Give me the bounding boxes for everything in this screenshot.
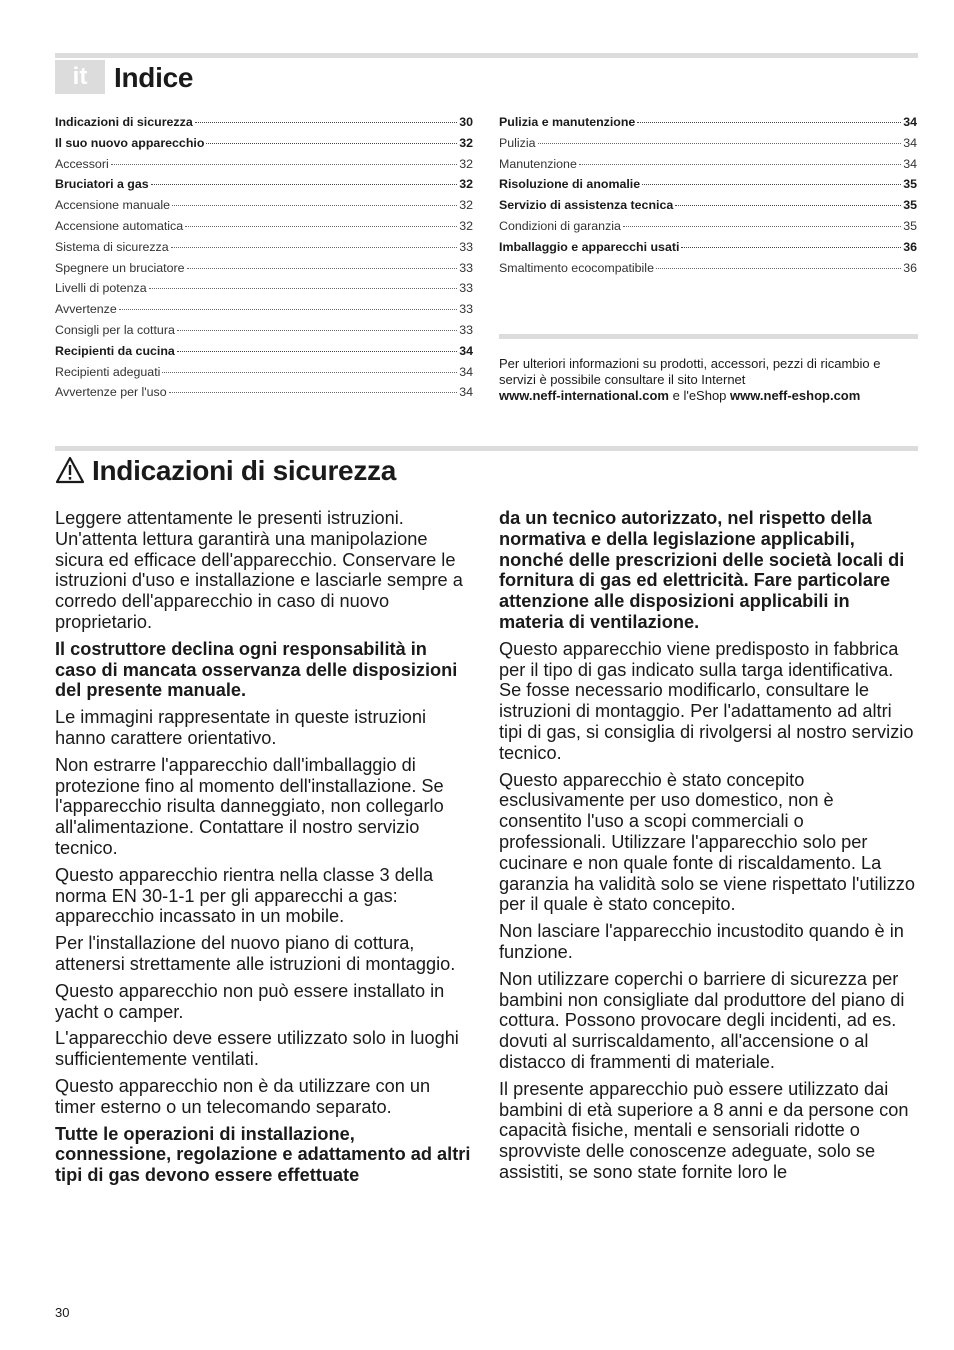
toc-entry-label: Accessori <box>55 156 109 171</box>
toc-entry-label: Servizio di assistenza tecnica <box>499 198 674 213</box>
toc-leader-dots <box>195 122 457 123</box>
website-link[interactable]: www.neff-international.com <box>499 388 669 403</box>
safety-left-column <box>55 508 471 1192</box>
toc-entry[interactable] <box>55 136 473 157</box>
safety-right-column <box>499 508 915 1189</box>
safety-paragraph: Il costruttore declina ogni responsabilità in caso di mancata osservanza delle disposizioni del presente manuale. <box>55 638 458 701</box>
info-text-1: Per ulteriori informazioni su prodotti, accessori, pezzi di ricambio e servizi è possibile consultare il sito Internet <box>499 356 881 387</box>
toc-entry-page: 34 <box>903 156 917 171</box>
toc-entry-page: 34 <box>903 115 917 129</box>
safety-paragraph: L'apparecchio deve essere utilizzato solo in luoghi sufficientemente ventilati. <box>55 1028 459 1070</box>
toc-entry[interactable] <box>55 240 473 261</box>
toc-entry-label: Consigli per la cottura <box>55 322 175 337</box>
toc-entry[interactable] <box>499 198 917 219</box>
toc-entry-label: Il suo nuovo apparecchio <box>55 135 205 150</box>
toc-entry-page: 32 <box>459 135 473 150</box>
eshop-link[interactable]: www.neff-eshop.com <box>730 388 861 403</box>
safety-paragraph: Leggere attentamente le presenti istruzioni. Un'attenta lettura garantirà una manipolazione sicura ed efficace dell'apparecchio. Conservare le istruzioni d'uso e installazione e lasciarle sempre a corredo dell'apparecchio in caso di nuovo proprietario. <box>55 508 463 632</box>
toc-entry-label: Imballaggio e apparecchi usati <box>499 239 680 254</box>
toc-entry-page: 34 <box>459 343 473 358</box>
info-note <box>499 356 918 404</box>
toc-entry-page: 34 <box>459 364 473 379</box>
toc-leader-dots <box>177 351 457 352</box>
safety-paragraph: Questo apparecchio rientra nella classe 3 della norma EN 30-1-1 per gli apparecchi a gas: apparecchio incassato in un mobile. <box>55 864 434 927</box>
toc-entry[interactable] <box>499 115 917 136</box>
toc-entry[interactable] <box>499 219 917 240</box>
toc-entry[interactable] <box>55 281 473 302</box>
section-title: Indicazioni di sicurezza <box>92 455 396 486</box>
toc-leader-dots <box>171 247 458 248</box>
toc-entry-label: Livelli di potenza <box>55 281 147 296</box>
toc-leader-dots <box>538 143 902 144</box>
toc-entry[interactable] <box>499 136 917 157</box>
safety-paragraph: Le immagini rappresentate in queste istruzioni hanno carattere orientativo. <box>55 707 427 748</box>
language-badge: it <box>55 60 105 94</box>
toc-entry-page: 33 <box>459 260 473 275</box>
safety-paragraph: Non utilizzare coperchi o barriere di sicurezza per bambini non consigliate dal produttore del piano di cottura. Possono provocare degli incidenti, ad es. dovuti al surriscaldamento, all'accensione o al distacco di frammenti di materiale. <box>499 968 905 1072</box>
toc-leader-dots <box>149 288 458 289</box>
warning-triangle-icon <box>55 456 85 484</box>
section-rule <box>55 446 918 451</box>
toc-entry-label: Accensione manuale <box>55 198 171 213</box>
toc-leader-dots <box>111 164 457 165</box>
toc-entry-label: Recipienti da cucina <box>55 343 175 358</box>
toc-entry[interactable] <box>499 177 917 198</box>
toc-leader-dots <box>642 184 901 185</box>
toc-leader-dots <box>675 205 901 206</box>
toc-entry[interactable] <box>499 261 917 282</box>
toc-entry[interactable] <box>55 385 473 406</box>
toc-entry-label: Recipienti adeguati <box>55 364 161 379</box>
toc-leader-dots <box>177 330 457 331</box>
page-number: 30 <box>55 1305 70 1320</box>
toc-entry-page: 36 <box>903 239 917 254</box>
toc-entry-label: Spegnere un bruciatore <box>55 260 185 275</box>
safety-paragraph: Per l'installazione del nuovo piano di cottura, attenersi strettamente alle istruzioni di montaggio. <box>55 933 456 974</box>
info-rule <box>499 334 918 339</box>
toc-entry[interactable] <box>55 177 473 198</box>
toc-entry-page: 32 <box>459 198 473 213</box>
toc-leader-dots <box>185 226 457 227</box>
toc-entry[interactable] <box>55 323 473 344</box>
toc-leader-dots <box>169 392 458 393</box>
safety-paragraph: Tutte le operazioni di installazione, connessione, regolazione e adattamento ad altri tipi di gas devono essere effettuate <box>55 1123 471 1186</box>
page-title: Indice <box>114 62 194 93</box>
toc-leader-dots <box>162 372 457 373</box>
toc-entry-label: Indicazioni di sicurezza <box>55 115 193 129</box>
toc-entry[interactable] <box>499 157 917 178</box>
toc-entry-label: Smaltimento ecocompatibile <box>499 260 654 275</box>
toc-entry-label: Pulizia <box>499 135 536 150</box>
toc-entry-label: Accensione automatica <box>55 218 184 233</box>
toc-entry[interactable] <box>55 302 473 323</box>
safety-paragraph: Questo apparecchio è stato concepito esclusivamente per uso domestico, non è consentito l'uso a scopi commerciali o professionali. Utilizzare l'apparecchio solo per cucinare e non quale fonte di riscaldamento. La garanzia ha validità solo se viene rispettato l'utilizzo per il quale è stato concepito. <box>499 769 915 915</box>
toc-entry[interactable] <box>55 115 473 136</box>
toc-leader-dots <box>151 184 458 185</box>
toc-entry-label: Manutenzione <box>499 156 577 171</box>
toc-entry[interactable] <box>55 157 473 178</box>
toc-leader-dots <box>579 164 901 165</box>
toc-entry-label: Bruciatori a gas <box>55 177 149 192</box>
toc-entry-page: 33 <box>459 302 473 317</box>
toc-entry[interactable] <box>499 240 917 261</box>
toc-entry-page: 33 <box>459 239 473 254</box>
toc-leader-dots <box>656 268 901 269</box>
toc-entry-page: 33 <box>459 322 473 337</box>
toc-entry-page: 32 <box>459 156 473 171</box>
safety-paragraph: Questo apparecchio non può essere installato in yacht o camper. <box>55 980 445 1022</box>
toc-leader-dots <box>187 268 458 269</box>
toc-entry[interactable] <box>55 261 473 282</box>
toc-entry[interactable] <box>55 365 473 386</box>
toc-left-column <box>55 115 473 406</box>
toc-entry-label: Condizioni di garanzia <box>499 218 621 233</box>
top-rule <box>55 53 918 58</box>
toc-entry-page: 33 <box>459 281 473 296</box>
safety-paragraph: da un tecnico autorizzato, nel rispetto della normativa e della legislazione applicabili, nonché delle prescrizioni delle società locali di fornitura di gas ed elettricità. Fare particolare attenzione alle disposizioni applicabili in materia di ventilazione. <box>499 508 905 632</box>
toc-leader-dots <box>623 226 901 227</box>
toc-entry-page: 35 <box>903 177 917 192</box>
safety-paragraph: Il presente apparecchio può essere utilizzato dai bambini di età superiore a 8 anni e da persone con capacità fisiche, mentali e sensoriali ridotte o sprovviste delle conoscenze adeguate, solo se assistiti, se sono state fornite loro le <box>499 1078 909 1182</box>
toc-entry[interactable] <box>55 198 473 219</box>
safety-paragraph: Non estrarre l'apparecchio dall'imballaggio di protezione fino al momento dell'installazione. Se l'apparecchio risulta danneggiato, non collegarlo all'alimentazione. Contattare il nostro servizio tecnico. <box>55 754 444 858</box>
toc-entry-page: 34 <box>903 135 917 150</box>
toc-right-column <box>499 115 917 281</box>
toc-entry-page: 32 <box>459 218 473 233</box>
toc-entry-label: Pulizia e manutenzione <box>499 115 636 129</box>
safety-paragraph: Questo apparecchio non è da utilizzare con un timer esterno o un telecomando separato. <box>55 1075 431 1117</box>
toc-entry-page: 34 <box>459 385 473 400</box>
safety-paragraph: Questo apparecchio viene predisposto in fabbrica per il tipo di gas indicato sulla targa identificativa. Se fosse necessario modificarlo, consultare le istruzioni di montaggio. Per l'adattamento ad altri tipi di gas, si consiglia di rivolgersi al nostro servizio tecnico. <box>499 638 914 763</box>
toc-leader-dots <box>206 143 457 144</box>
toc-entry-page: 35 <box>903 218 917 233</box>
toc-entry-page: 32 <box>459 177 473 192</box>
info-text-2: e l'eShop <box>672 388 727 403</box>
toc-leader-dots <box>172 205 457 206</box>
toc-entry-page: 30 <box>459 115 473 129</box>
toc-entry-page: 35 <box>903 198 917 213</box>
toc-entry[interactable] <box>55 219 473 240</box>
toc-entry-label: Risoluzione di anomalie <box>499 177 641 192</box>
toc-entry[interactable] <box>55 344 473 365</box>
toc-leader-dots <box>681 247 901 248</box>
toc-entry-label: Avvertenze <box>55 302 117 317</box>
toc-entry-label: Sistema di sicurezza <box>55 239 169 254</box>
toc-leader-dots <box>637 122 901 123</box>
toc-entry-label: Avvertenze per l'uso <box>55 385 167 400</box>
toc-leader-dots <box>119 309 457 310</box>
toc-entry-page: 36 <box>903 260 917 275</box>
safety-paragraph: Non lasciare l'apparecchio incustodito quando è in funzione. <box>499 921 904 962</box>
